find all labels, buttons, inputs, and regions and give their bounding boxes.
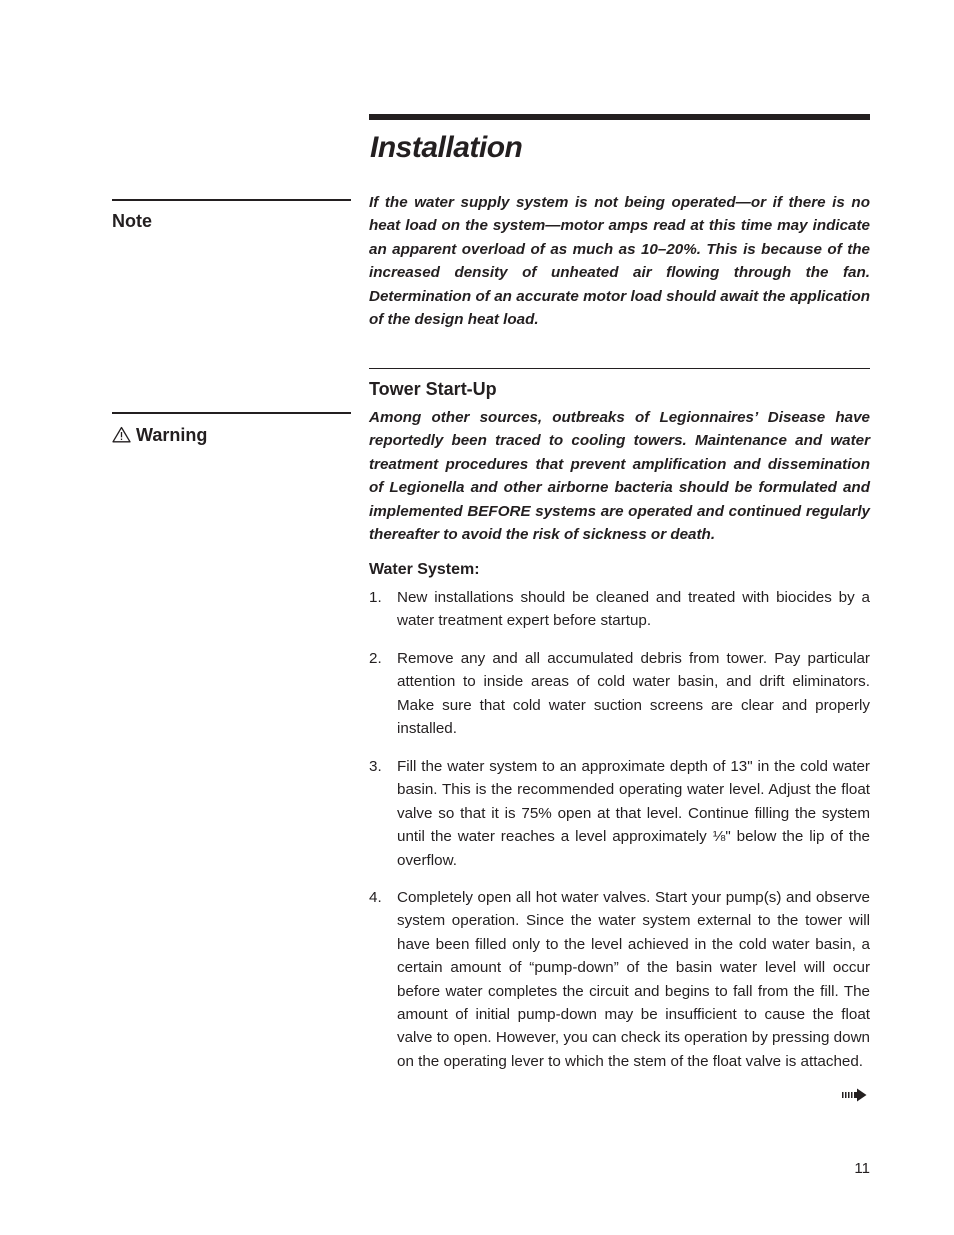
water-system-heading: Water System: xyxy=(369,561,480,578)
step-text: New installations should be cleaned and treated with biocides by a water treatment expert before startup. xyxy=(397,589,870,630)
warning-label: Warning xyxy=(136,425,208,445)
tower-startup-heading: Tower Start-Up xyxy=(369,379,497,399)
step-number: 4. xyxy=(369,889,382,906)
step-number: 1. xyxy=(369,589,382,606)
note-label: Note xyxy=(112,211,152,231)
list-item xyxy=(369,755,870,872)
warning-text: Among other sources, outbreaks of Legionnaires’ Disease have reportedly been traced to cooling towers. Maintenance and water treatment procedures that prevent amplification and dissemination of Legionella and other airborne bacteria should be formulated and implemented BEFORE systems are operated and continued regularly thereafter to avoid the risk of sickness or death. xyxy=(369,409,870,544)
step-number: 3. xyxy=(369,758,382,775)
warning-label-row xyxy=(112,424,207,448)
note-text: If the water supply system is not being operated—or if there is no heat load on the system—motor amps read at this time may indicate an apparent overload of as much as 10–20%. This is because of the increased density of unheated air flowing through the fan. Determination of an accurate motor load should await the application of the design heat load. xyxy=(369,194,870,329)
step-text: Completely open all hot water valves. Start your pump(s) and observe system operation. Since the water system external to the tower will have been filled only to the level achieved in the cold water basin, a certain amount of “pump-down” of the basin water level will occur before water completes the circuit and begins to fall from the fill. The amount of initial pump-down may be insufficient to cause the float valve to open. However, you can check its operation by pressing down on the operating lever to which the stem of the float valve is attached. xyxy=(397,889,870,1070)
list-item xyxy=(369,647,870,741)
title-rule xyxy=(369,114,870,120)
section-divider xyxy=(369,368,870,369)
page-number: 11 xyxy=(854,1160,870,1177)
page-title: Installation xyxy=(370,131,523,164)
list-item xyxy=(369,886,870,1073)
step-text: Remove any and all accumulated debris from tower. Pay particular attention to inside areas of cold water basin, and drift eliminators. Make sure that cold water suction screens are clear and properly installed. xyxy=(397,650,870,738)
list-item xyxy=(369,586,870,633)
note-rule xyxy=(112,199,351,201)
continued-arrow-icon xyxy=(842,1088,868,1107)
step-number: 2. xyxy=(369,650,382,667)
step-text: Fill the water system to an approximate depth of 13" in the cold water basin. This is the recommended operating water level. Adjust the float valve so that it is 75% open at that level. Continue filling the system until the water reaches a level approximately ⅛" below the lip of the overflow. xyxy=(397,758,870,869)
warning-rule xyxy=(112,412,351,414)
warning-triangle-icon xyxy=(112,426,131,448)
